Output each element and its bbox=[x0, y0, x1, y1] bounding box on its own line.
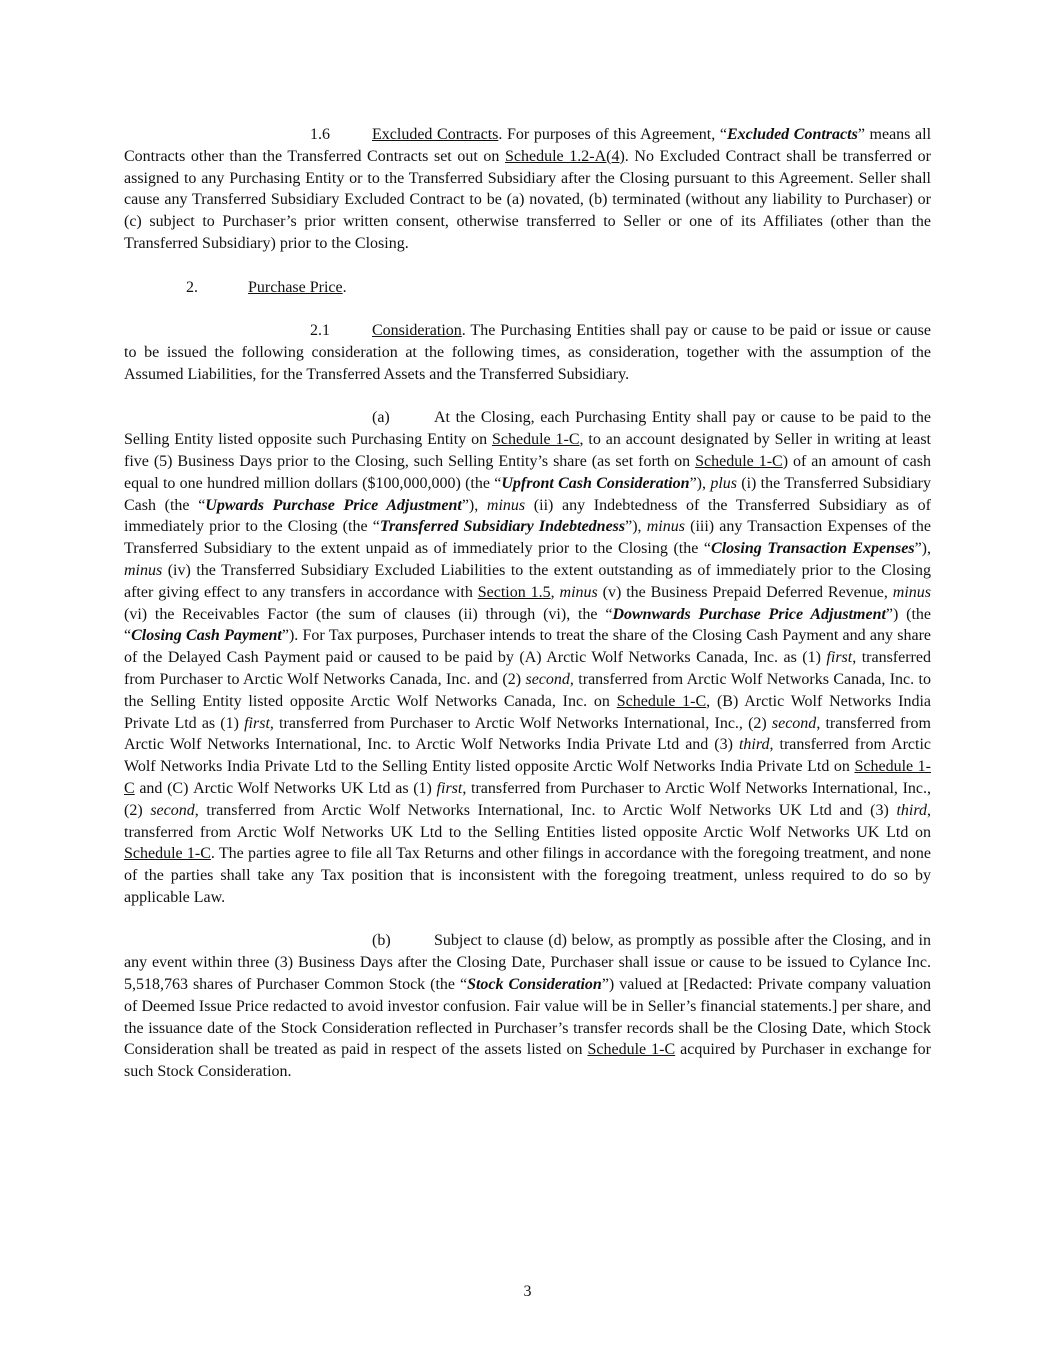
section-2-1-paragraph: 2.1 Consideration. The Purchasing Entities shall pay or cause to be paid or issue or cause to be issued the following consideration at the following times, as consideration, together with the assumption of the Assumed Liabilities, for the Transferred Assets and the Transferred Subsidiary. bbox=[124, 322, 931, 383]
section-heading: Excluded Contracts bbox=[372, 126, 499, 143]
schedule-reference: Schedule 1-C bbox=[124, 845, 211, 863]
schedule-reference: Schedule 1-C bbox=[587, 1041, 676, 1059]
schedule-reference: Schedule 1-C bbox=[124, 758, 931, 797]
schedule-reference: Schedule 1-C bbox=[491, 431, 580, 449]
document-page bbox=[124, 124, 931, 1083]
defined-term: Closing Cash Payment bbox=[131, 627, 282, 645]
clause-letter: (a) bbox=[372, 409, 390, 427]
defined-term: Stock Consideration bbox=[467, 976, 602, 994]
schedule-reference: Schedule 1-C bbox=[695, 452, 783, 470]
section-heading: Consideration bbox=[372, 322, 462, 340]
clause-a-paragraph: (a) At the Closing, each Purchasing Entity shall pay or cause to be paid to the Selling Entity listed opposite such Purchasing Entity on Schedule 1-C, to an account designated by Seller in writing at least five (5) Business Days prior to the Closing, such Selling Entity’s share (as set forth on Schedule 1-C) of an amount of cash equal to one hundred million dollars ($100,000,000) (the “Upfront Cash Consideration”), plus (i) the Transferred Subsidiary Cash (the “Upwards Purchase Price Adjustment”), minus (ii) any Indebtedness of the Transferred Subsidiary as of immediately prior to the Closing (the “Transferred Subsidiary Indebtedness”), minus (iii) any Transaction Expenses of the Transferred Subsidiary to the extent unpaid as of immediately prior to the Closing (the “Closing Transaction Expenses”), minus (iv) the Transferred Subsidiary Excluded Liabilities to the extent outstanding as of immediately prior to the Closing after giving effect to any transfers in accordance with Section 1.5, minus (v) the Business Prepaid Deferred Revenue, minus (vi) the Receivables Factor (the sum of clauses (ii) through (vi), the “Downwards Purchase Price Adjustment”) (the “Closing Cash Payment”). For Tax purposes, Purchaser intends to treat the share of the Closing Cash Payment and any share of the Delayed Cash Payment paid or caused to be paid by (A) Arctic Wolf Networks Canada, Inc. as (1) first, transferred from Purchaser to Arctic Wolf Networks Canada, Inc. and (2) second, transferred from Arctic Wolf Networks Canada, Inc. to the Selling Entity listed opposite Arctic Wolf Networks Canada, Inc. on Schedule 1-C, (B) Arctic Wolf Networks India Private Ltd as (1) first, transferred from Purchaser to Arctic Wolf Networks International, Inc., (2) second, transferred from Arctic Wolf Networks International, Inc. to Arctic Wolf Networks India Private Ltd and (3) third, transferred from Arctic Wolf Networks India Private Ltd to the Selling Entity listed opposite Arctic Wolf Networks India Private Ltd on Schedule 1-C and (C) Arctic Wolf Networks UK Ltd as (1) first, transferred from Purchaser to Arctic Wolf Networks International, Inc., (2) second, transferred from Arctic Wolf Networks International, Inc. to Arctic Wolf Networks UK Ltd and (3) third, transferred from Arctic Wolf Networks UK Ltd to the Selling Entities listed opposite Arctic Wolf Networks UK Ltd on Schedule 1-C. The parties agree to file all Tax Returns and other filings in accordance with the foregoing treatment, and none of the parties shall take any Tax position that is inconsistent with the foregoing treatment, unless required to do so by applicable Law. bbox=[124, 409, 932, 906]
schedule-reference: Schedule 1.2-A(4) bbox=[505, 147, 625, 165]
section-1-6-paragraph: 1.6 Excluded Contracts. For purposes of this Agreement, “Excluded Contracts” means all Contracts other than the Transferred Contracts set out on Schedule 1.2-A(4). No Excluded Contract shall be transferred or assigned to any Purchasing Entity or to the Transferred Subsidiary after the Closing pursuant to this Agreement. Seller shall cause any Transferred Subsidiary Excluded Contract to be (a) novated, (b) terminated (without any liability to Purchaser) or (c) subject to Purchaser’s prior written consent, otherwise transferred to Seller or one of its Affiliates (other than the Transferred Subsidiary) prior to the Closing. bbox=[124, 126, 932, 252]
clause-letter: (b) bbox=[372, 932, 391, 950]
defined-term: Transferred Subsidiary Indebtedness bbox=[379, 518, 626, 536]
section-2-heading: 2. Purchase Price. bbox=[124, 277, 931, 299]
defined-term: Upfront Cash Consideration bbox=[501, 474, 690, 492]
defined-term: Excluded Contracts bbox=[726, 126, 858, 143]
section-heading: Purchase Price bbox=[248, 278, 343, 296]
defined-term: Closing Transaction Expenses bbox=[711, 540, 915, 558]
schedule-reference: Schedule 1-C bbox=[616, 692, 707, 710]
page-number: 3 bbox=[523, 1283, 532, 1300]
section-reference: Section 1.5 bbox=[477, 583, 551, 601]
section-number: 2.1 bbox=[310, 322, 330, 340]
section-number: 1.6 bbox=[310, 126, 330, 143]
section-number: 2. bbox=[186, 278, 198, 296]
defined-term: Downwards Purchase Price Adjustment bbox=[612, 605, 886, 623]
clause-b-paragraph: (b) Subject to clause (d) below, as promptly as possible after the Closing, and in any event within three (3) Business Days after the Closing Date, Purchaser shall issue or cause to be issued to Cylance Inc. 5,518,763 shares of Purchaser Common Stock (the “Stock Consideration”) valued at [Redacted: Private company valuation of Deemed Issue Price redacted to avoid investor confusion. Fair value will be in Seller’s financial statements.] per share, and the issuance date of the Stock Consideration reflected in Purchaser’s transfer records shall be the Closing Date, which Stock Consideration shall be treated as paid in respect of the assets listed on Schedule 1-C acquired by Purchaser in exchange for such Stock Consideration. bbox=[124, 932, 931, 1081]
defined-term: Upwards Purchase Price Adjustment bbox=[205, 496, 462, 514]
